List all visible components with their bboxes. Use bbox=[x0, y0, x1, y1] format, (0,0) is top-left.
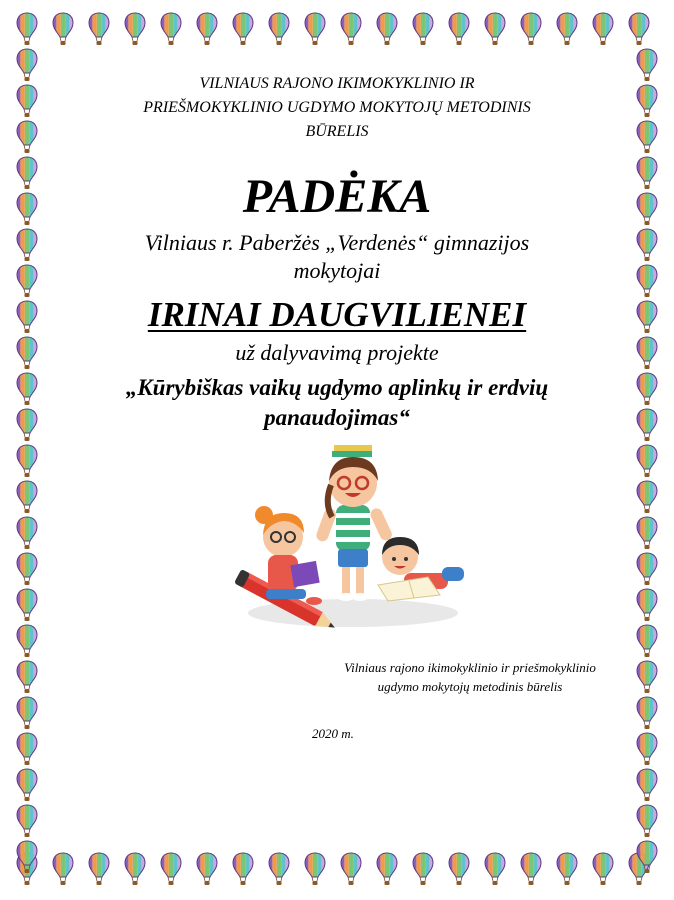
hot-air-balloon-icon bbox=[636, 516, 658, 550]
hot-air-balloon-icon bbox=[16, 264, 38, 298]
hot-air-balloon-icon bbox=[636, 48, 658, 82]
hot-air-balloon-icon bbox=[88, 852, 110, 886]
hot-air-balloon-icon bbox=[448, 852, 470, 886]
certificate-title: PADĖKA bbox=[242, 170, 432, 223]
hot-air-balloon-icon bbox=[340, 852, 362, 886]
hot-air-balloon-icon bbox=[636, 624, 658, 658]
hot-air-balloon-icon bbox=[304, 852, 326, 886]
signature-line: Vilniaus rajono ikimokyklinio ir priešmokyklinio bbox=[344, 660, 596, 675]
hot-air-balloon-icon bbox=[268, 852, 290, 886]
hot-air-balloon-icon bbox=[16, 444, 38, 478]
signature-block bbox=[300, 658, 640, 696]
hot-air-balloon-icon bbox=[196, 12, 218, 46]
reason-text: už dalyvavimą projekte bbox=[235, 340, 439, 365]
hot-air-balloon-icon bbox=[592, 12, 614, 46]
project-title bbox=[80, 373, 594, 433]
project-title-line: „Kūrybiškas vaikų ugdymo aplinkų ir erdvių bbox=[125, 375, 549, 400]
hot-air-balloon-icon bbox=[636, 588, 658, 622]
hot-air-balloon-icon bbox=[376, 12, 398, 46]
hot-air-balloon-icon bbox=[484, 852, 506, 886]
children-reading-illustration bbox=[228, 445, 478, 640]
hot-air-balloon-icon bbox=[636, 732, 658, 766]
hot-air-balloon-icon bbox=[520, 852, 542, 886]
children-reading-illustration-svg bbox=[228, 445, 478, 640]
organization-line: VILNIAUS RAJONO IKIMOKYKLINIO IR bbox=[199, 75, 475, 92]
hot-air-balloon-icon bbox=[636, 480, 658, 514]
hot-air-balloon-icon bbox=[556, 12, 578, 46]
hot-air-balloon-icon bbox=[268, 12, 290, 46]
hot-air-balloon-icon bbox=[232, 12, 254, 46]
hot-air-balloon-icon bbox=[636, 408, 658, 442]
hot-air-balloon-icon bbox=[52, 12, 74, 46]
hot-air-balloon-icon bbox=[16, 660, 38, 694]
year-text: 2020 m. bbox=[312, 726, 354, 741]
hot-air-balloon-icon bbox=[636, 552, 658, 586]
signature-line: ugdymo mokytojų metodinis būrelis bbox=[377, 679, 563, 694]
hot-air-balloon-icon bbox=[520, 12, 542, 46]
hot-air-balloon-icon bbox=[628, 12, 650, 46]
hot-air-balloon-icon bbox=[16, 768, 38, 802]
hot-air-balloon-icon bbox=[196, 852, 218, 886]
hot-air-balloon-icon bbox=[636, 840, 658, 874]
hot-air-balloon-icon bbox=[304, 12, 326, 46]
hot-air-balloon-icon bbox=[636, 336, 658, 370]
hot-air-balloon-icon bbox=[636, 804, 658, 838]
hot-air-balloon-icon bbox=[636, 696, 658, 730]
hot-air-balloon-icon bbox=[556, 852, 578, 886]
hot-air-balloon-icon bbox=[592, 852, 614, 886]
hot-air-balloon-icon bbox=[16, 120, 38, 154]
hot-air-balloon-icon bbox=[16, 840, 38, 874]
organization-line: BŪRELIS bbox=[305, 123, 369, 140]
hot-air-balloon-icon bbox=[636, 120, 658, 154]
recipient-description-line: Vilniaus r. Paberžės „Verdenės“ gimnazijos bbox=[144, 230, 530, 255]
hot-air-balloon-icon bbox=[16, 624, 38, 658]
organization-header bbox=[60, 72, 614, 144]
hot-air-balloon-icon bbox=[16, 48, 38, 82]
hot-air-balloon-icon bbox=[160, 852, 182, 886]
hot-air-balloon-icon bbox=[636, 372, 658, 406]
hot-air-balloon-icon bbox=[52, 852, 74, 886]
recipient-description bbox=[60, 229, 614, 285]
hot-air-balloon-icon bbox=[412, 12, 434, 46]
recipient-name bbox=[60, 293, 614, 337]
hot-air-balloon-icon bbox=[16, 336, 38, 370]
hot-air-balloon-icon bbox=[636, 228, 658, 262]
hot-air-balloon-icon bbox=[16, 804, 38, 838]
hot-air-balloon-icon bbox=[16, 732, 38, 766]
hot-air-balloon-icon bbox=[16, 300, 38, 334]
hot-air-balloon-icon bbox=[340, 12, 362, 46]
hot-air-balloon-icon bbox=[636, 84, 658, 118]
hot-air-balloon-icon bbox=[16, 588, 38, 622]
hot-air-balloon-icon bbox=[376, 852, 398, 886]
organization-line: PRIEŠMOKYKLINIO UGDYMO MOKYTOJŲ METODINIS bbox=[143, 99, 531, 116]
hot-air-balloon-icon bbox=[16, 12, 38, 46]
hot-air-balloon-icon bbox=[124, 852, 146, 886]
hot-air-balloon-icon bbox=[412, 852, 434, 886]
hot-air-balloon-icon bbox=[16, 480, 38, 514]
hot-air-balloon-icon bbox=[160, 12, 182, 46]
hot-air-balloon-icon bbox=[636, 264, 658, 298]
hot-air-balloon-icon bbox=[448, 12, 470, 46]
recipient-description-line: mokytojai bbox=[293, 258, 381, 283]
hot-air-balloon-icon bbox=[16, 372, 38, 406]
hot-air-balloon-icon bbox=[16, 84, 38, 118]
hot-air-balloon-icon bbox=[124, 12, 146, 46]
project-title-line: panaudojimas“ bbox=[264, 405, 410, 430]
hot-air-balloon-icon bbox=[484, 12, 506, 46]
hot-air-balloon-icon bbox=[16, 516, 38, 550]
hot-air-balloon-icon bbox=[636, 300, 658, 334]
hot-air-balloon-icon bbox=[16, 696, 38, 730]
recipient-name-text: IRINAI DAUGVILIENEI bbox=[147, 295, 527, 334]
hot-air-balloon-icon bbox=[16, 552, 38, 586]
hot-air-balloon-icon bbox=[88, 12, 110, 46]
hot-air-balloon-icon bbox=[636, 444, 658, 478]
hot-air-balloon-icon bbox=[232, 852, 254, 886]
hot-air-balloon-icon bbox=[16, 408, 38, 442]
hot-air-balloon-icon bbox=[636, 768, 658, 802]
hot-air-balloon-icon bbox=[16, 228, 38, 262]
